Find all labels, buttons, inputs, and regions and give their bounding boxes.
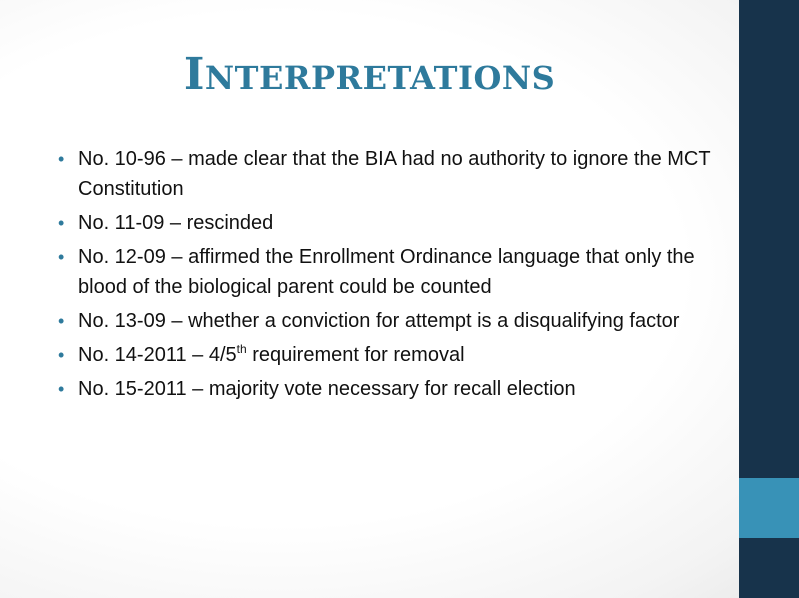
bullet-icon: • [58,379,65,399]
bullet-icon: • [58,247,65,267]
list-item [56,242,716,302]
bullet-icon: • [58,213,65,233]
sidebar-accent-block [739,478,799,538]
title-rest: NTERPRETATIONS [204,59,556,97]
bullet-icon: • [58,311,65,331]
list-item [56,340,716,370]
list-item [56,306,716,336]
bullet-icon: • [58,345,65,365]
bullet-text: No. 13-09 – whether a conviction for attempt is a disqualifying factor [78,310,680,332]
bullet-text-post: requirement for removal [246,344,465,366]
bullet-text-superscript: th [236,342,247,356]
bullet-list [56,144,716,408]
list-item [56,208,716,238]
bullet-text: No. 10-96 – made clear that the BIA had no authority to ignore the MCT Constitution [78,148,711,200]
list-item [56,144,716,204]
bullet-text: No. 12-09 – affirmed the Enrollment Ordinance language that only the blood of the biological parent could be counted [78,246,695,298]
bullet-text-pre: No. 14-2011 – 4/5 [78,344,237,366]
bullet-text: No. 15-2011 – majority vote necessary for recall election [78,378,576,400]
title-initial: I [183,49,205,100]
slide-title [0,50,739,103]
bullet-icon: • [58,149,65,169]
list-item [56,374,716,404]
bullet-text: No. 11-09 – rescinded [78,212,274,234]
